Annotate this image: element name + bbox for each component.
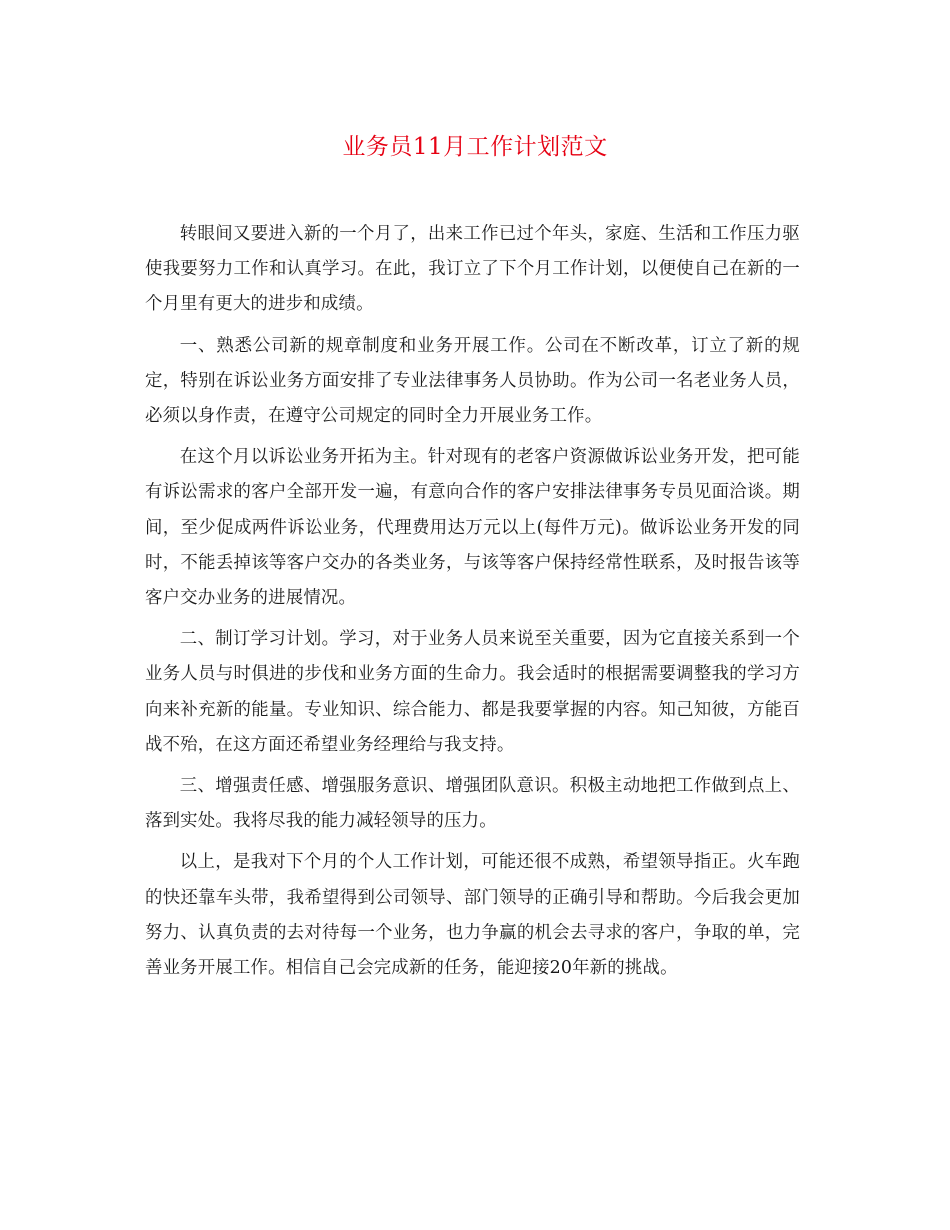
paragraph-litigation-focus: 在这个月以诉讼业务开拓为主。针对现有的老客户资源做诉讼业务开发，把可能有诉讼需求的客户全部开发一遍，有意向合作的客户安排法律事务专员见面洽谈。期间，至少促成两件诉讼业务，代理费用达万元以上(每件万元)。做诉讼业务开发的同时，不能丢掉该等客户交办的各类业务，与该等客户保持经常性联系，及时报告该等客户交办业务的进展情况。 bbox=[145, 447, 800, 609]
paragraph-intro: 转眼间又要进入新的一个月了，出来工作已过个年头，家庭、生活和工作压力驱使我要努力工作和认真学习。在此，我订立了下个月工作计划，以便使自己在新的一个月里有更大的进步和成绩。 bbox=[145, 224, 800, 315]
paragraph-section-one: 一、熟悉公司新的规章制度和业务开展工作。公司在不断改革，订立了新的规定，特别在诉讼业务方面安排了专业法律事务人员协助。作为公司一名老业务人员，必须以身作责，在遵守公司规定的同时全力开展业务工作。 bbox=[145, 335, 800, 427]
paragraph-section-two: 二、制订学习计划。学习，对于业务人员来说至关重要，因为它直接关系到一个业务人员与时俱进的步伐和业务方面的生命力。我会适时的根据需要调整我的学习方向来补充新的能量。专业知识、综合能力、都是我要掌握的内容。知己知彼，方能百战不殆，在这方面还希望业务经理给与我支持。 bbox=[145, 629, 800, 755]
document-body bbox=[145, 217, 800, 992]
paragraph-section-three: 三、增强责任感、增强服务意识、增强团队意识。积极主动地把工作做到点上、落到实处。我将尽我的能力减轻领导的压力。 bbox=[145, 776, 800, 832]
document-title: 业务员11月工作计划范文 bbox=[342, 134, 608, 160]
paragraph-conclusion: 以上，是我对下个月的个人工作计划，可能还很不成熟，希望领导指正。火车跑的快还靠车头带，我希望得到公司领导、部门领导的正确引导和帮助。今后我会更加努力、认真负责的去对待每一个业务，也力争赢的机会去寻求的客户，争取的单，完善业务开展工作。相信自己会完成新的任务，能迎接20年新的挑战。 bbox=[145, 852, 800, 979]
